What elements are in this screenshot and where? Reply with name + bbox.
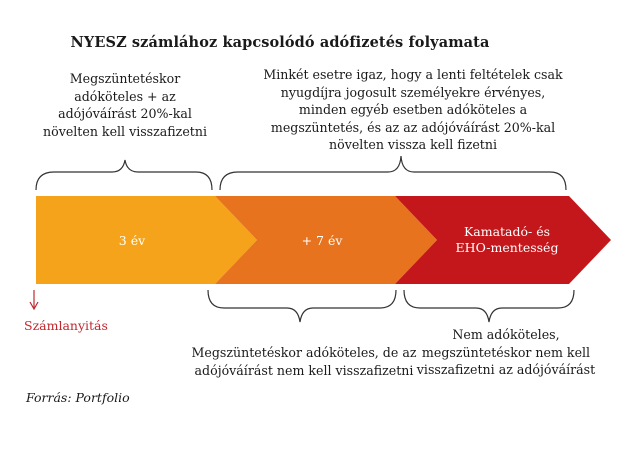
top-left-brace <box>36 160 212 190</box>
stage-label-plus-7-years: + 7 év <box>301 233 343 248</box>
source-note: Forrás: Portfolio <box>26 390 130 405</box>
bottom-right-brace <box>404 290 574 322</box>
bottom-left-brace <box>208 290 396 322</box>
top-left-annotation: Megszüntetéskor adóköteles + az adójóváírást 20%-kal növelten kell visszafizetni <box>43 71 207 139</box>
top-right-brace <box>220 156 566 190</box>
top-right-annotation: Minkét esetre igaz, hogy a lenti feltételek csak nyugdíjra jogosult személyekre érvényes, minden egyéb esetben adóköteles a megszüntetés, és az az adójóváírást 20%-kal növelten vissza kell fizetni <box>263 67 563 152</box>
stage-label-tax-exempt-line: Kamatadó- és <box>463 224 551 239</box>
bottom-right-annotation: Nem adóköteles, megszüntetéskor nem kell visszafizetni az adójóváírást <box>416 327 596 377</box>
bottom-left-annotation: Megszüntetéskor adóköteles, de az adójóváírást nem kell visszafizetni <box>191 345 417 378</box>
diagram-title: NYESZ számlához kapcsolódó adófizetés folyamata <box>70 34 490 51</box>
account-opening-label: Számlanyitás <box>24 318 108 333</box>
stage-arrow-3-years <box>36 196 257 284</box>
stage-label-3-years: 3 év <box>118 233 146 248</box>
stage-label-tax-exempt <box>456 224 559 255</box>
stage-label-tax-exempt-line: EHO-mentesség <box>455 240 559 255</box>
